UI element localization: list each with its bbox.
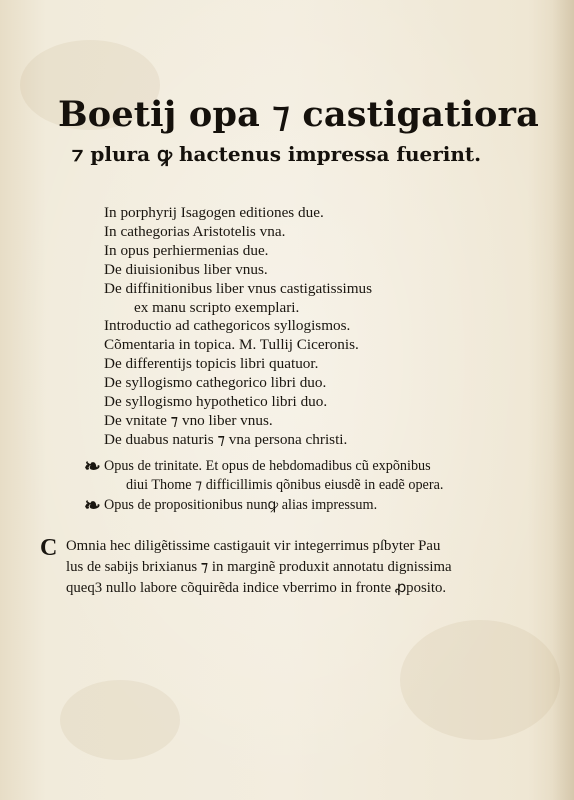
paragraph-line: Opus de trinitate. Et opus de hebdomadibus cũ expõnibus	[104, 458, 431, 474]
contents-item: De diuisionibus liber vnus.	[104, 260, 268, 278]
contents-item: De diffinitionibus liber vnus castigatissimus	[104, 279, 373, 297]
paragraph-line: Omnia hec diligẽtissime castigauit vir integerrimus pſbyter Pau	[66, 538, 441, 554]
contents-item: In porphyrij Isagogen editiones due.	[104, 204, 324, 221]
contents-item: De syllogismo cathegorico libri duo.	[104, 374, 327, 392]
paragraph-line: queq3 nullo labore cõquirẽda indice vberrimo in fronte ꝓposito.	[66, 580, 447, 596]
title-line-2: ⁊ plura ꝙ hactenus impressa fuerint.	[72, 142, 482, 166]
paragraph-line: Opus de propositionibus nunꝙ alias impressum.	[104, 497, 378, 513]
paragraph-mark-icon: ❧	[84, 495, 101, 517]
paper-stain	[400, 620, 560, 740]
paragraph-mark-icon: ❧	[84, 456, 101, 478]
contents-item: In opus perhiermenias due.	[104, 241, 269, 259]
paragraph-line: lus de sabijs brixianus ⁊ in marginẽ produxit annotatu dignissima	[66, 559, 452, 575]
contents-item: ex manu scripto exemplari.	[134, 298, 300, 316]
contents-item: In cathegorias Aristotelis vna.	[104, 222, 286, 240]
contents-item: De syllogismo hypothetico libri duo.	[104, 393, 328, 411]
paper-stain	[60, 680, 180, 760]
contents-item: De duabus naturis ⁊ vna persona christi.	[104, 430, 348, 448]
contents-item: Cõmentaria in topica. M. Tullij Ciceronis.	[104, 336, 359, 354]
paragraph-line: diui Thome ⁊ difficillimis qõnibus eiusdẽ in eadẽ opera.	[126, 477, 444, 493]
paragraph-propositionibus	[84, 495, 378, 517]
paragraph-initial: C	[40, 535, 58, 561]
contents-item: De vnitate ⁊ vno liber vnus.	[104, 411, 273, 429]
page-edge-shadow	[552, 0, 574, 800]
paragraph-trinitate	[84, 456, 444, 495]
contents-item: De differentijs topicis libri quatuor.	[104, 355, 319, 373]
paragraph-omnia	[40, 535, 452, 599]
contents-list	[104, 204, 372, 450]
title-line-1: Boetij opa ⁊ castigatiora	[58, 94, 540, 135]
contents-item: Introductio ad cathegoricos syllogismos.	[104, 317, 351, 335]
